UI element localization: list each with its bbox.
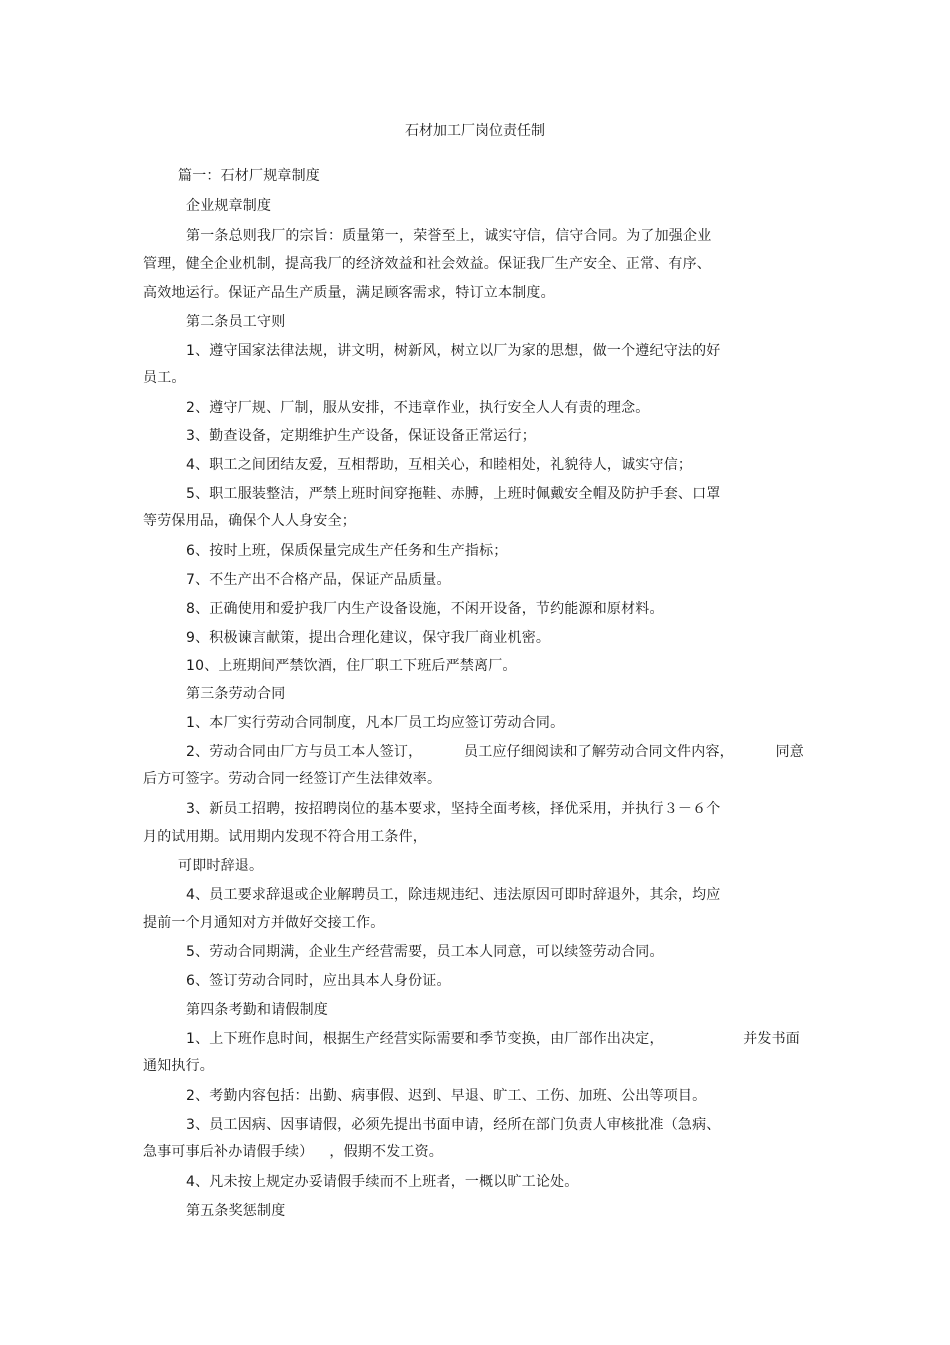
paragraph-line: 3、员工因病、因事请假，必须先提出书面申请，经所在部门负责人审核批准（急病、: [186, 1117, 721, 1133]
paragraph-line: 3、新员工招聘，按招聘岗位的基本要求，坚持全面考核，择优采用，并执行３－６个: [186, 801, 721, 817]
article-heading: 第三条劳动合同: [186, 686, 286, 702]
paragraph-line: 5、职工服装整洁，严禁上班时间穿拖鞋、赤膊，上班时佩戴安全帽及防护手套、口罩: [186, 486, 721, 502]
paragraph-line: 后方可签字。劳动合同一经签订产生法律效率。: [143, 771, 442, 787]
article-heading: 第五条奖惩制度: [186, 1203, 286, 1219]
paragraph-line: 第一条总则我厂的宗旨：质量第一，荣誉至上，诚实守信，信守合同。为了加强企业: [186, 228, 712, 244]
paragraph-line: 1、本厂实行劳动合同制度，凡本厂员工均应签订劳动合同。: [186, 715, 565, 731]
paragraph-line: 1、遵守国家法律法规，讲文明，树新风，树立以厂为家的思想，做一个遵纪守法的好: [186, 343, 721, 359]
paragraph-line: 2、考勤内容包括：出勤、病事假、迟到、早退、旷工、工伤、加班、公出等项目。: [186, 1088, 707, 1104]
paragraph-line: 急事可事后补办请假手续） ，假期不发工资。: [143, 1144, 444, 1160]
paragraph-line: 5、劳动合同期满，企业生产经营需要，员工本人同意，可以续签劳动合同。: [186, 944, 664, 960]
paragraph-line: 可即时辞退。: [178, 858, 264, 874]
paragraph-line: 提前一个月通知对方并做好交接工作。: [143, 915, 385, 931]
article-heading: 第四条考勤和请假制度: [186, 1002, 328, 1018]
paragraph-line: 6、按时上班，保质保量完成生产任务和生产指标；: [186, 543, 508, 559]
section-title: 篇一：石材厂规章制度: [178, 168, 320, 184]
paragraph-line: 高效地运行。保证产品生产质量，满足顾客需求，特订立本制度。: [143, 285, 555, 301]
document-title: 石材加工厂岗位责任制: [405, 123, 545, 139]
paragraph-line: 8、正确使用和爱护我厂内生产设备设施，不闲开设备，节约能源和原材料。: [186, 601, 664, 617]
paragraph-line: 等劳保用品，确保个人人身安全；: [143, 513, 356, 529]
paragraph-line: 4、凡未按上规定办妥请假手续而不上班者，一概以旷工论处。: [186, 1174, 579, 1190]
paragraph-line: 管理，健全企业机制，提高我厂的经济效益和社会效益。保证我厂生产安全、正常、有序、: [143, 256, 711, 272]
paragraph-line: 1、上下班作息时间，根据生产经营实际需要和季节变换，由厂部作出决定， 并发书面: [186, 1031, 800, 1047]
paragraph-line: 2、遵守厂规、厂制，服从安排，不违章作业，执行安全人人有责的理念。: [186, 400, 650, 416]
article-heading: 第二条员工守则: [186, 314, 286, 330]
paragraph-line: 7、不生产出不合格产品，保证产品质量。: [186, 572, 451, 588]
paragraph-line: 2、劳动合同由厂方与员工本人签订， 员工应仔细阅读和了解劳动合同文件内容， 同意: [186, 744, 804, 760]
paragraph-line: 4、员工要求辞退或企业解聘员工，除违规违纪、违法原因可即时辞退外，其余，均应: [186, 887, 721, 903]
paragraph-line: 3、勤查设备，定期维护生产设备，保证设备正常运行；: [186, 428, 536, 444]
heading: 企业规章制度: [186, 198, 272, 214]
paragraph-line: 10、上班期间严禁饮酒，住厂职工下班后严禁离厂。: [186, 658, 517, 674]
paragraph-line: 6、签订劳动合同时，应出具本人身份证。: [186, 973, 451, 989]
paragraph-line: 通知执行。: [143, 1058, 214, 1074]
paragraph-line: 9、积极谏言献策，提出合理化建议，保守我厂商业机密。: [186, 630, 551, 646]
paragraph-line: 4、职工之间团结友爱，互相帮助，互相关心，和睦相处，礼貌待人，诚实守信；: [186, 457, 693, 473]
paragraph-line: 员工。: [143, 370, 186, 386]
paragraph-line: 月的试用期。试用期内发现不符合用工条件，: [143, 829, 427, 845]
